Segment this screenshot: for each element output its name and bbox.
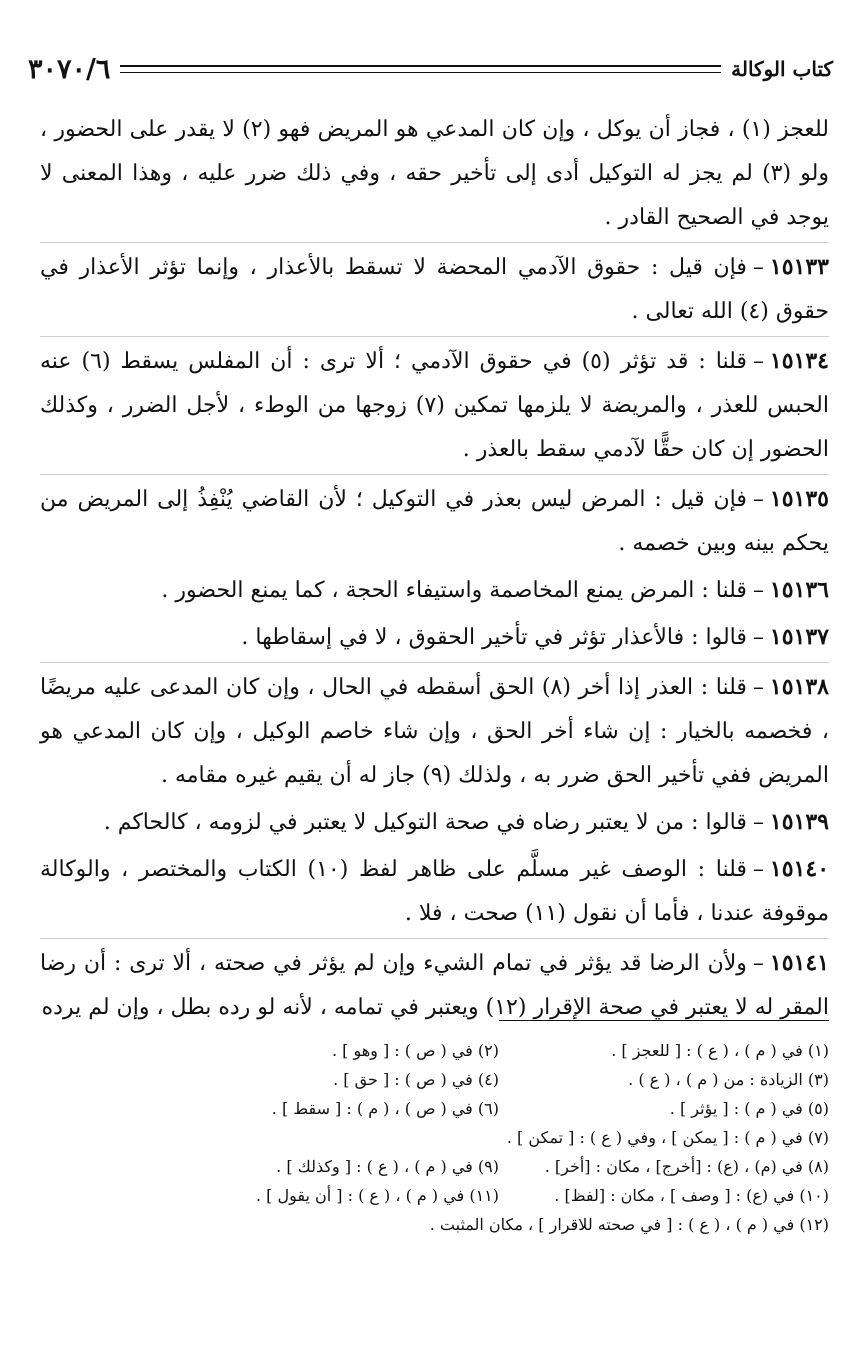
paragraph-number: ١٥١٤٠ xyxy=(769,856,830,882)
paragraph-text: ولأن الرضا قد يؤثر في تمام الشيء وإن لم يؤثر في صحته ، ألا ترى : أن رضا المقر له لا يعتبر في صحة الإقرار (١٢) ويعتبر في تمامه ، لأنه لو رده بطل ، وإن لم يرده xyxy=(40,951,829,1020)
dash: – xyxy=(752,625,764,650)
paragraph-text: قالوا : فالأعذار تؤثر في تأخير الحقوق ، لا في إسقاطها . xyxy=(241,625,747,650)
footnote-row xyxy=(40,1181,829,1210)
paragraph-number: ١٥١٣٦ xyxy=(769,577,829,603)
paragraph xyxy=(40,662,829,798)
footnote: (٤) في ( ص ) : [ حق ] . xyxy=(333,1070,499,1089)
footnotes xyxy=(40,1036,829,1239)
paragraph xyxy=(40,800,829,845)
paragraph xyxy=(40,847,829,936)
footnote: (٧) في ( م ) : [ يمكن ] ، وفي ( ع ) : [ تمكن ] . xyxy=(506,1128,829,1147)
paragraph xyxy=(40,242,829,334)
footnote: (٦) في ( ص ) ، ( م ) : [ سقط ] . xyxy=(271,1099,499,1118)
dash: – xyxy=(752,578,764,603)
paragraph xyxy=(40,336,829,472)
paragraph-text: فإن قيل : المرض ليس بعذر في التوكيل ؛ لأن القاضي يُنْفِذُ إلى المريض من يحكم بينه وبين خصمه . xyxy=(40,487,829,556)
dash: – xyxy=(752,951,764,976)
footnote: (١٢) في ( م ) ، ( ع ) : [ في صحته للاقرار ] ، مكان المثبت . xyxy=(429,1215,829,1234)
page-number: ٣٠٧٠/٦ xyxy=(28,53,111,85)
paragraph-text: فإن قيل : حقوق الآدمي المحضة لا تسقط بالأعذار ، وإنما تؤثر الأعذار في حقوق (٤) الله تعالى . xyxy=(40,255,829,324)
paragraph-text: قالوا : من لا يعتبر رضاه في صحة التوكيل لا يعتبر في لزومه ، كالحاكم . xyxy=(103,810,747,835)
footnote-row xyxy=(40,1123,829,1152)
main-text xyxy=(40,108,829,1032)
footnote-row xyxy=(40,1152,829,1181)
paragraph-number: ١٥١٣٤ xyxy=(769,348,829,374)
page-header xyxy=(28,44,833,94)
paragraph-text: قلنا : المرض يمنع المخاصمة واستيفاء الحجة ، كما يمنع الحضور . xyxy=(161,578,747,603)
paragraph-text: للعجز (١) ، فجاز أن يوكل ، وإن كان المدعي هو المريض فهو (٢) لا يقدر على الحضور ، ولو (٣) لم يجز له التوكيل أدى إلى تأخير حقه ، وفي ذلك ضرر عليه ، وهذا المعنى لا يوجد في الصحيح القادر . xyxy=(40,117,830,230)
paragraph-number: ١٥١٣٨ xyxy=(769,674,829,700)
footnote: (٩) في ( م ) ، ( ع ) : [ وكذلك ] . xyxy=(276,1157,499,1176)
footnote-row xyxy=(40,1036,829,1065)
paragraph-number: ١٥١٣٣ xyxy=(769,254,829,280)
footnote: (٣) الزيادة : من ( م ) ، ( ع ) . xyxy=(628,1070,829,1089)
paragraph xyxy=(40,615,829,660)
paragraph-number: ١٥١٣٥ xyxy=(769,486,829,512)
dash: – xyxy=(752,349,764,374)
dash: – xyxy=(752,810,764,835)
paragraph-text: قلنا : العذر إذا أخر (٨) الحق أسقطه في الحال ، وإن كان المدعى عليه مريضًا ، فخصمه بالخيار : إن شاء أخر الحق ، وإن شاء خاصم الوكيل ، وإن كان المدعي هو المريض ففي تأخير الحق ضرر به ، ولذلك (٩) جاز له أن يقيم غيره مقامه . xyxy=(40,675,829,788)
footnote: (١٠) في (ع) : [ وصف ] ، مكان : [لفظ] . xyxy=(554,1186,829,1205)
book-title: كتاب الوكالة xyxy=(731,57,833,81)
footnote: (٥) في ( م ) : [ يؤثر ] . xyxy=(669,1099,829,1118)
paragraph xyxy=(40,568,829,613)
footnote: (٨) في (م) ، (ع) : [أخرج] ، مكان : [أخر] . xyxy=(544,1157,829,1176)
footnote-row xyxy=(40,1094,829,1123)
paragraph xyxy=(40,108,829,240)
footnote: (١١) في ( م ) ، ( ع ) : [ أن يقول ] . xyxy=(255,1186,499,1205)
dash: – xyxy=(752,255,764,280)
paragraph xyxy=(40,938,829,1030)
dash: – xyxy=(752,487,764,512)
paragraph-number: ١٥١٣٩ xyxy=(769,809,829,835)
paragraph-text: قلنا : قد تؤثر (٥) في حقوق الآدمي ؛ ألا ترى : أن المفلس يسقط (٦) عنه الحبس للعذر ، والمريضة لا يلزمها تمكين (٧) زوجها من الوطء ، لأجل الضرر ، وكذلك الحضور إن كان حقًّا لآدمي سقط بالعذر . xyxy=(40,349,829,462)
footnote-row xyxy=(40,1065,829,1094)
footnote-rule xyxy=(499,1020,829,1021)
paragraph-number: ١٥١٤١ xyxy=(769,950,829,976)
paragraph xyxy=(40,474,829,566)
paragraph-text: قلنا : الوصف غير مسلَّم على ظاهر لفظ (١٠) الكتاب والمختصر ، والوكالة موقوفة عندنا ، فأما أن نقول (١١) صحت ، فلا . xyxy=(40,857,829,926)
header-rule xyxy=(120,65,721,73)
footnote: (١) في ( م ) ، ( ع ) : [ للعجز ] . xyxy=(611,1041,829,1060)
footnote: (٢) في ( ص ) : [ وهو ] . xyxy=(331,1041,499,1060)
dash: – xyxy=(752,857,764,882)
footnote-row xyxy=(40,1210,829,1239)
dash: – xyxy=(752,675,764,700)
paragraph-number: ١٥١٣٧ xyxy=(769,624,829,650)
